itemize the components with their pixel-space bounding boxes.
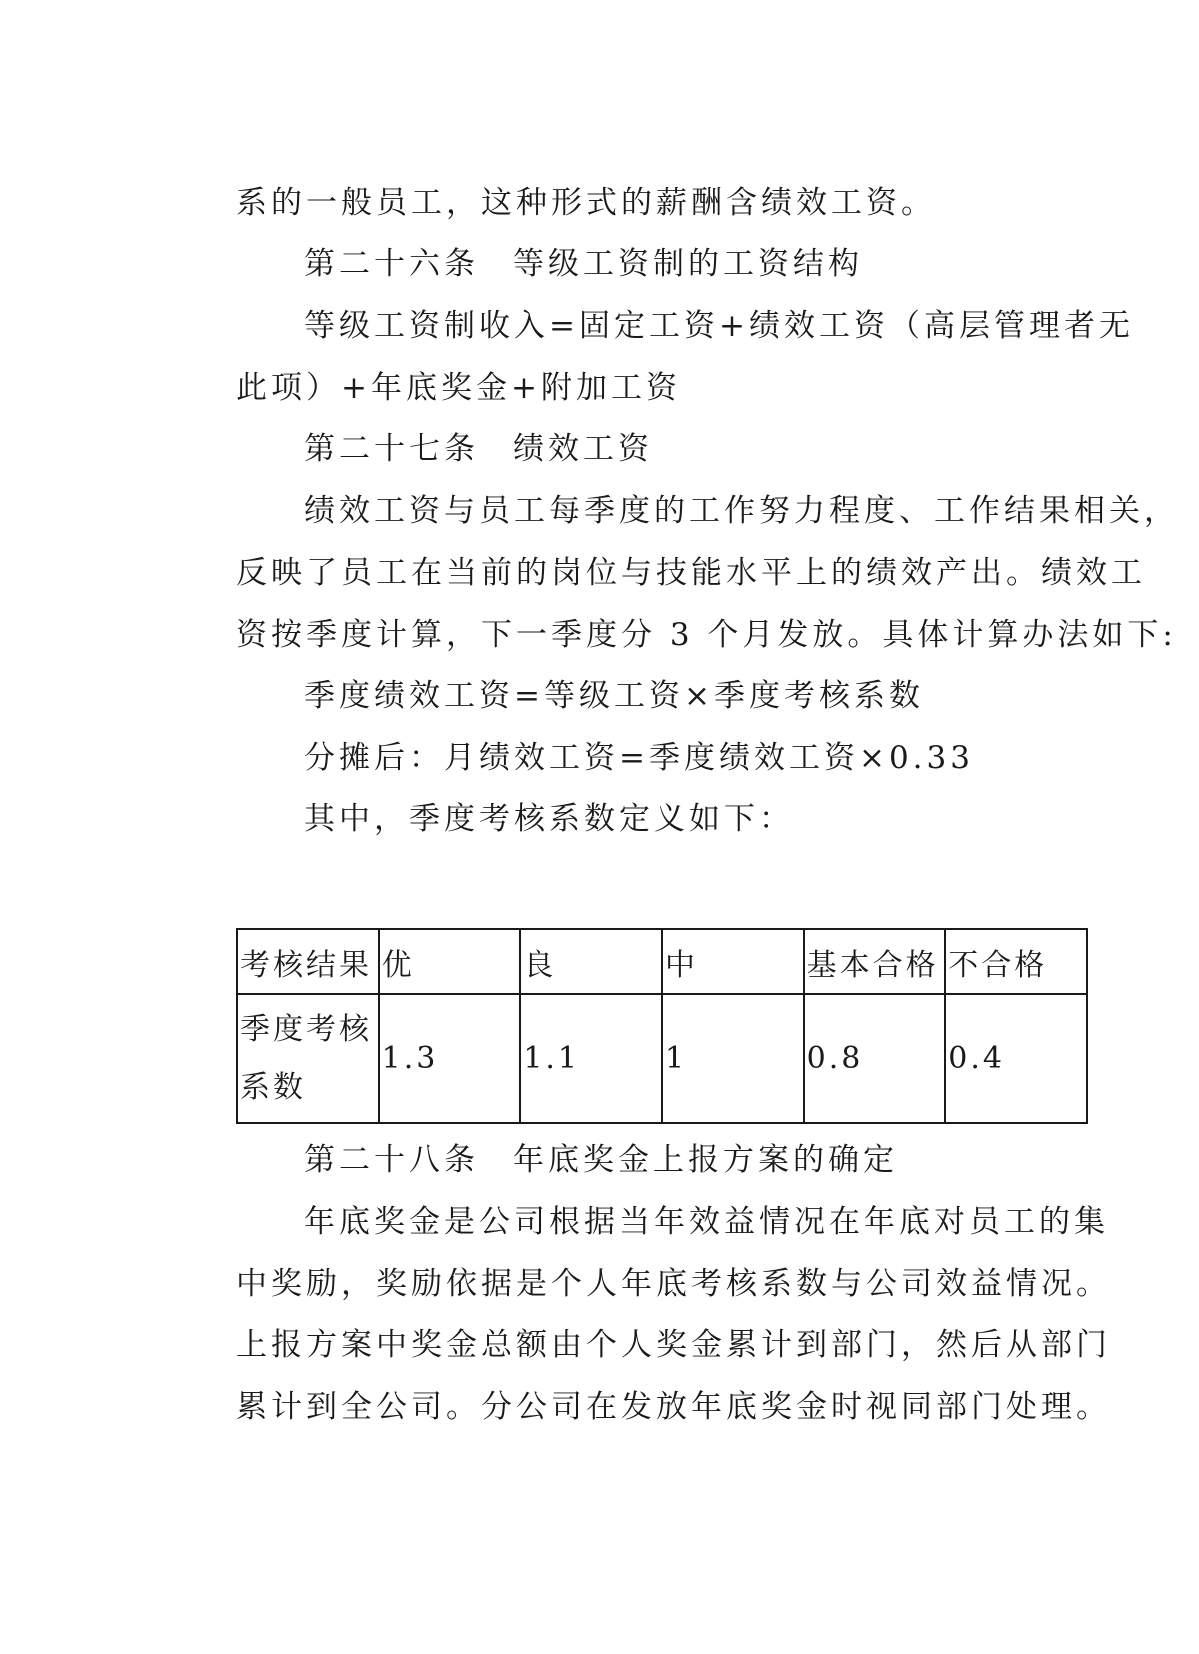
table-cell: 基本合格 xyxy=(804,929,946,994)
formula-monthly: 分摊后：月绩效工资=季度绩效工资×0.33 xyxy=(304,740,974,776)
paragraph-line: 反映了员工在当前的岗位与技能水平上的绩效产出。绩效工 xyxy=(236,555,1146,591)
table-cell: 1.1 xyxy=(520,994,662,1123)
table-cell: 良 xyxy=(520,929,662,994)
paragraph-line: 系的一般员工，这种形式的薪酬含绩效工资。 xyxy=(236,185,936,221)
paragraph-line: 上报方案中奖金总额由个人奖金累计到部门，然后从部门 xyxy=(236,1327,1111,1363)
paragraph-line: 累计到全公司。分公司在发放年底奖金时视同部门处理。 xyxy=(236,1389,1111,1425)
table-row xyxy=(237,994,1087,1123)
paragraph-line: 资按季度计算，下一季度分 3 个月发放。具体计算办法如下: xyxy=(236,617,1177,653)
paragraph-line: 其中，季度考核系数定义如下： xyxy=(304,801,794,837)
article-title: 年底奖金上报方案的确定 xyxy=(513,1142,898,1178)
paragraph-line: 年底奖金是公司根据当年效益情况在年底对员工的集 xyxy=(304,1204,1109,1240)
table-cell: 考核结果 xyxy=(237,929,379,994)
article-28-heading xyxy=(304,1140,1154,1180)
table-cell: 1.3 xyxy=(379,994,521,1123)
article-26-heading xyxy=(304,244,1154,284)
article-27-heading xyxy=(304,429,1154,469)
paragraph-line: 绩效工资与员工每季度的工作努力程度、工作结果相关， xyxy=(304,493,1179,529)
table-cell: 中 xyxy=(662,929,804,994)
paragraph-line: 等级工资制收入=固定工资+绩效工资（高层管理者无 xyxy=(304,308,1134,344)
paragraph-line: 此项）+年底奖金+附加工资 xyxy=(236,370,681,406)
paragraph-line: 中奖励，奖励依据是个人年底考核系数与公司效益情况。 xyxy=(236,1266,1111,1302)
article-number: 第二十七条 xyxy=(304,431,479,467)
table-cell: 优 xyxy=(379,929,521,994)
formula-quarterly: 季度绩效工资=等级工资×季度考核系数 xyxy=(304,678,924,714)
assessment-coefficient-table xyxy=(236,928,1088,1124)
row-label: 系数 xyxy=(240,1069,306,1105)
table-cell xyxy=(237,994,379,1123)
table-cell: 1 xyxy=(662,994,804,1123)
table-cell: 不合格 xyxy=(945,929,1087,994)
table-cell: 0.4 xyxy=(945,994,1087,1123)
article-number: 第二十六条 xyxy=(304,246,479,282)
row-label: 季度考核 xyxy=(240,1011,372,1047)
table-cell: 0.8 xyxy=(804,994,946,1123)
article-number: 第二十八条 xyxy=(304,1142,479,1178)
table-row xyxy=(237,929,1087,994)
article-title: 绩效工资 xyxy=(513,431,653,467)
article-title: 等级工资制的工资结构 xyxy=(513,246,863,282)
